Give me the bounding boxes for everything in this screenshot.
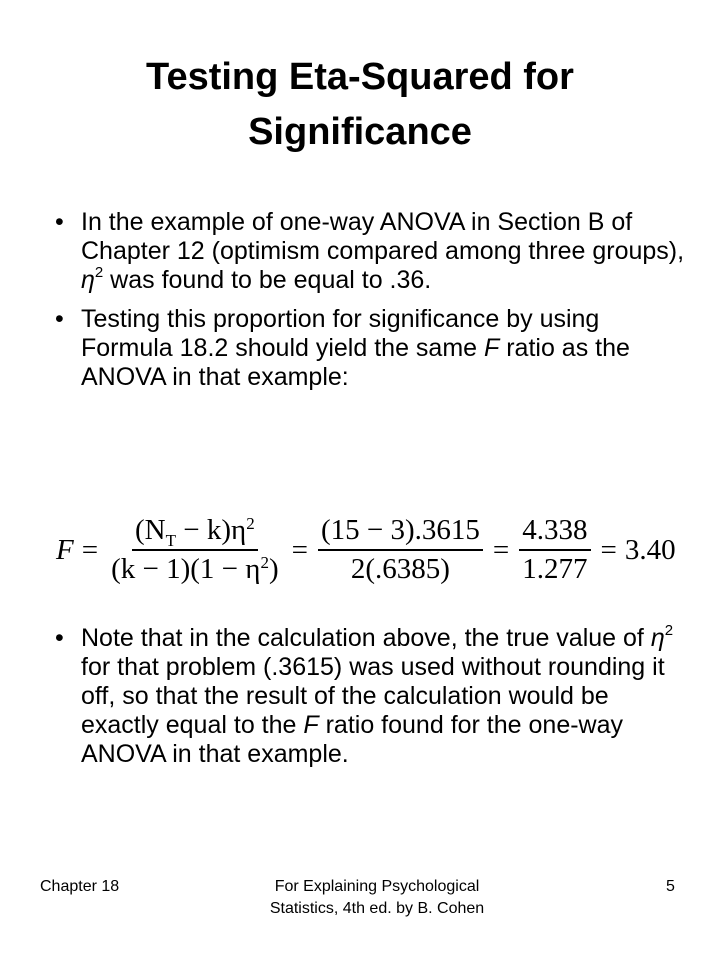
f-symbol: F (303, 711, 319, 739)
formula-fraction-1-denominator: $(k - 1)(1 - \eta^2)$ (111, 553, 279, 585)
eta-exponent: 2 (94, 263, 104, 281)
formula-equals-3: = (492, 533, 510, 566)
slide-title-line-2: Significance (248, 111, 472, 153)
footer-page-number: 5 (666, 878, 675, 895)
bullet-3-text-c: ratio found for the one-way ANOVA in that example. (81, 711, 624, 768)
formula-fraction-3-denominator: 1.277 (522, 553, 588, 585)
formula-lhs: F (56, 533, 74, 566)
eta-exponent: 2 (664, 621, 674, 639)
footer-citation (222, 876, 532, 920)
formula (52, 500, 692, 600)
formula-equals-1: = (81, 533, 99, 566)
footer-citation-line-1: For Explaining Psychological (274, 878, 480, 895)
bullet-item-2 (55, 305, 685, 392)
bullet-2-text-a: Testing this proportion for significance by using Formula 18.2 should yield the same (81, 305, 600, 362)
eta-symbol: η (650, 624, 665, 652)
bullet-2-text-b: ratio as the ANOVA in that example: (81, 334, 630, 391)
formula-fraction-3-numerator: 4.338 (519, 514, 590, 551)
bullet-list-top (55, 208, 685, 402)
formula-fraction-2-denominator: 2(.6385) (350, 553, 450, 585)
formula-result: 3.40 (624, 533, 676, 566)
formula-fraction-3 (519, 514, 590, 586)
bullet-3-text-b: for that problem (.3615) was used without rounding it off, so that the result of the calculation would be exactly equal to the (81, 653, 665, 739)
formula-equals-2: = (291, 533, 308, 566)
formula-equals-4: = (600, 533, 617, 566)
slide-title (40, 50, 680, 160)
slide-title-line-1: Testing Eta-Squared for (146, 56, 574, 98)
bullet-3-text-a: Note that in the calculation above, the true value of (81, 624, 651, 652)
bullet-list-bottom (55, 621, 685, 779)
bullet-1-text-a: In the example of one-way ANOVA in Section B of Chapter 12 (optimism compared among three groups), (81, 208, 685, 265)
footer-citation-line-2: Statistics, 4th ed. by B. Cohen (269, 900, 485, 917)
bullet-1-text-b: was found to be equal to .36. (103, 266, 432, 294)
eta-symbol: η (81, 266, 95, 294)
formula-fraction-2 (318, 514, 483, 586)
formula-fraction-1 (108, 514, 282, 586)
f-symbol: F (484, 334, 500, 362)
formula-fraction-1-numerator: $(N_T - k)\eta^2$ (132, 514, 258, 551)
bullet-item-1 (55, 208, 685, 295)
formula-fraction-2-numerator: (15 − 3).3615 (318, 514, 483, 551)
bullet-item-3 (55, 621, 685, 769)
footer-chapter: Chapter 18 (40, 878, 120, 895)
